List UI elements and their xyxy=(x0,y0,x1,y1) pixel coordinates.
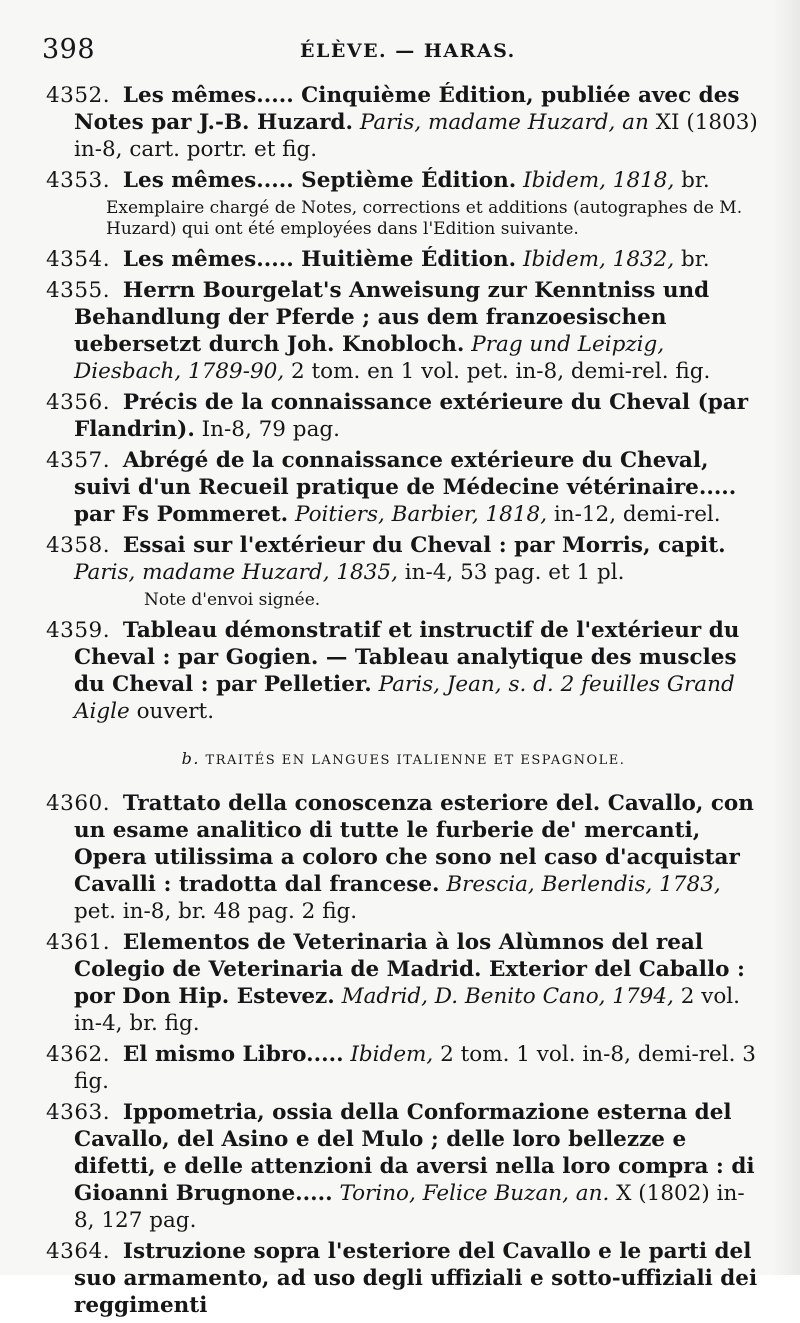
catalog-entry xyxy=(46,1099,761,1234)
entry-number: 4364. xyxy=(46,1239,111,1264)
page-edge-shadow xyxy=(772,0,800,1275)
entry-number: 4353. xyxy=(46,168,111,193)
page-number: 398 xyxy=(42,34,96,65)
entry-number: 4352. xyxy=(46,83,111,108)
entry-title: Istruzione sopra l'esteriore del Cavallo e le parti del suo armamento, ad uso degli uffiziali e sotto-uffiziali dei reggimenti xyxy=(74,1239,758,1318)
entry-title: El mismo Libro..... xyxy=(122,1042,344,1067)
entry-note: Note d'envoi signée. xyxy=(144,590,321,610)
entry-details: br. xyxy=(681,168,710,193)
catalog-entry xyxy=(46,617,761,725)
entry-number: 4358. xyxy=(46,533,111,558)
entry-publisher: Ibidem, 1832, xyxy=(522,247,675,272)
entry-details: pet. in-8, br. 48 pag. 2 fig. xyxy=(74,899,358,924)
entry-publisher: Madrid, D. Benito Cano, 1794, xyxy=(341,984,674,1009)
catalog-entry xyxy=(46,246,761,273)
section-heading xyxy=(46,749,761,768)
entry-note: Exemplaire chargé de Notes, corrections et additions (autographes de M. Huzard) qui ont été employées dans l'Edition suivante. xyxy=(106,198,743,239)
entry-publisher: Paris, Jean, s. d. 2 feuilles Grand Aigle xyxy=(74,672,735,724)
entry-title: Herrn Bourgelat's Anweisung zur Kenntniss und Behandlung der Pferde ; aus dem franzoesischen uebersetzt durch Joh. Knobloch. xyxy=(74,278,710,357)
entry-details: br. xyxy=(681,247,710,272)
entry-number: 4361. xyxy=(46,930,111,955)
entry-details: In-8, 79 pag. xyxy=(201,417,340,442)
entry-title: Essai sur l'extérieur du Cheval : par Morris, capit. xyxy=(122,533,726,558)
entry-number: 4362. xyxy=(46,1042,111,1067)
entry-title: Les mêmes..... Cinquième Édition, publiée avec des Notes par J.-B. Huzard. xyxy=(74,83,740,135)
entry-publisher: Poitiers, Barbier, 1818, xyxy=(295,502,548,527)
entry-title: Les mêmes..... Huitième Édition. xyxy=(122,247,517,272)
entry-number: 4360. xyxy=(46,791,111,816)
entry-publisher: Ibidem, 1818, xyxy=(523,168,675,193)
entry-details: 2 vol. in-4, br. fig. xyxy=(74,984,741,1036)
entry-details: in-4, 53 pag. et 1 pl. xyxy=(404,560,625,585)
entry-number: 4357. xyxy=(46,448,111,473)
section-title: TRAITÉS EN LANGUES ITALIENNE ET ESPAGNOLE. xyxy=(205,753,626,768)
catalog-entries xyxy=(46,82,761,1323)
entry-publisher: Prag und Leipzig, Diesbach, 1789-90, xyxy=(74,332,665,384)
entry-publisher: Torino, Felice Buzan, an. xyxy=(339,1181,610,1206)
catalog-entry xyxy=(46,532,761,586)
catalog-entry xyxy=(46,1041,761,1095)
entry-number: 4359. xyxy=(46,618,111,643)
entry-number: 4363. xyxy=(46,1100,111,1125)
entry-title: Ippometria, ossia della Conformazione esterna del Cavallo, del Asino e del Mulo ; delle loro bellezze e difetti, e delle attenzioni da aversi nella loro compra : di Gioanni Brugnone..... xyxy=(74,1100,755,1206)
entry-details: XI (1803) in-8, cart. portr. et fig. xyxy=(74,110,758,162)
entry-details: ouvert. xyxy=(136,699,215,724)
entry-publisher: Paris, madame Huzard, 1835, xyxy=(74,560,398,585)
entry-title: Elementos de Veterinaria à los Alùmnos del real Colegio de Veterinaria de Madrid. Exterior del Caballo : por Don Hip. Estevez. xyxy=(74,930,745,1009)
catalog-entry xyxy=(46,1238,761,1319)
entry-title: Tableau démonstratif et instructif de l'extérieur du Cheval : par Gogien. — Tableau analytique des muscles du Cheval : par Pelletier. xyxy=(74,618,740,697)
entry-details: 2 tom. 1 vol. in-8, demi-rel. 3 fig. xyxy=(74,1042,756,1094)
entry-details: X (1802) in-8, 127 pag. xyxy=(74,1181,745,1233)
catalog-entry xyxy=(46,389,761,443)
page-header xyxy=(0,34,800,74)
catalog-entry xyxy=(46,447,761,528)
entry-publisher: Ibidem, xyxy=(350,1042,434,1067)
entry-number: 4355. xyxy=(46,278,111,303)
running-head: ÉLÈVE. — HARAS. xyxy=(300,40,516,62)
entry-title: Abrégé de la connaissance extérieure du Cheval, suivi d'un Recueil pratique de Médecine vétérinaire..... par Fs Pommeret. xyxy=(74,448,737,527)
catalog-entry xyxy=(46,929,761,1037)
entry-title: Les mêmes..... Septième Édition. xyxy=(122,168,517,193)
catalog-entry xyxy=(46,82,761,163)
section-letter: b. xyxy=(181,749,200,768)
entry-publisher: Brescia, Berlendis, 1783, xyxy=(446,872,721,897)
entry-number: 4354. xyxy=(46,247,111,272)
entry-title: Précis de la connaissance extérieure du Cheval (par Flandrin). xyxy=(74,390,749,442)
catalog-entry xyxy=(46,167,761,194)
entry-number: 4356. xyxy=(46,390,111,415)
entry-details: in-12, demi-rel. xyxy=(553,502,721,527)
entry-details: 2 tom. en 1 vol. pet. in-8, demi-rel. fig. xyxy=(291,359,711,384)
entry-publisher: Paris, madame Huzard, an xyxy=(359,110,649,135)
catalog-entry xyxy=(46,277,761,385)
catalog-entry xyxy=(46,790,761,925)
entry-title: Trattato della conoscenza esteriore del. Cavallo, con un esame analitico di tutte le furberie de' mercanti, Opera utilissima a coloro che sono nel caso d'acquistar Cavalli : tradotta dal francese. xyxy=(74,791,754,897)
